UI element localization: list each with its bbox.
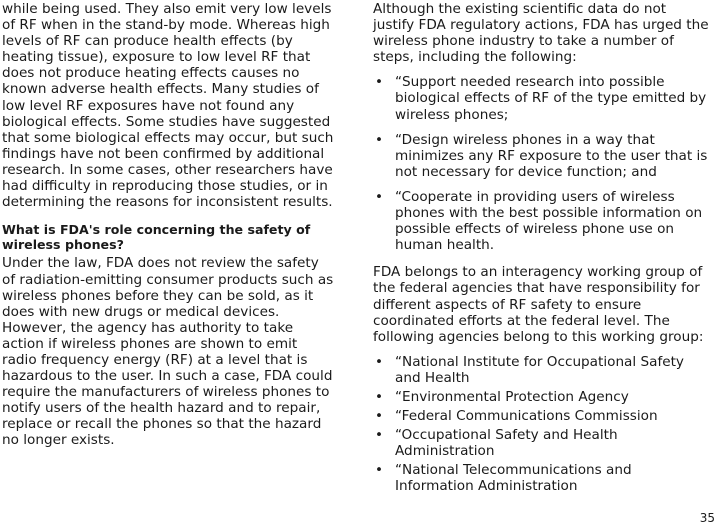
bullet-icon: •: [375, 462, 384, 479]
body-paragraph: Although the existing scientific data do not justify FDA regulatory actions, FDA has urged the wireless phone industry to take a number of steps, including the following:: [373, 1, 709, 66]
agencies-list: [373, 354, 709, 495]
body-paragraph: Under the law, FDA does not review the safety of radiation-emitting consumer products such as wireless phones before they can be sold, as it does with new drugs or medical devices. However, the agency has authority to take action if wireless phones are shown to emit radio frequency energy (RF) at a level that is hazardous to the user. In such a case, FDA could require the manufacturers of wireless phones to notify users of the health hazard and to repair, replace or recall the phones so that the hazard no longer exists.: [2, 255, 334, 449]
list-item-text: “Federal Communications Commission: [395, 408, 658, 425]
bullet-icon: •: [375, 131, 384, 148]
right-column: [373, 0, 709, 498]
list-item-text: “National Institute for Occupational Safety and Health: [395, 353, 684, 386]
bullet-icon: •: [375, 427, 384, 444]
page-number: 35: [699, 511, 715, 525]
list-item: [373, 462, 709, 494]
list-item-text: “Cooperate in providing users of wireless phones with the best possible information on possible effects of wireless phone use on human health.: [395, 188, 703, 254]
industry-steps-list: [373, 74, 709, 253]
list-item: [373, 189, 709, 253]
bullet-icon: •: [375, 74, 384, 91]
list-item-text: “National Telecommunications and Information Administration: [395, 462, 632, 495]
list-item: [373, 408, 709, 424]
list-item-text: “Support needed research into possible biological effects of RF of the type emitted by wireless phones;: [395, 74, 707, 123]
section-heading: What is FDA's role concerning the safety of wireless phones?: [2, 222, 311, 252]
body-paragraph: FDA belongs to an interagency working group of the federal agencies that have responsibility for different aspects of RF safety to ensure coordinated efforts at the federal level. The following agencies belong to this working group:: [373, 264, 704, 345]
body-paragraph: while being used. They also emit very low levels of RF when in the stand-by mode. Whereas high levels of RF can produce health effects (by heating tissue), exposure to low level RF that does not produce heating effects causes no known adverse health effects. Many studies of low level RF exposures have not found any biological effects. Some studies have suggested that some biological effects may occur, but such findings have not been confirmed by additional research. In some cases, other researchers have had difficulty in reproducing those studies, or in determining the reasons for inconsistent results.: [2, 1, 334, 211]
list-item-text: “Design wireless phones in a way that minimizes any RF exposure to the user that is not necessary for device function; and: [395, 131, 708, 180]
list-item: [373, 427, 709, 459]
list-item: [373, 354, 709, 386]
bullet-icon: •: [375, 408, 384, 425]
list-item: [373, 74, 709, 122]
list-item: [373, 389, 709, 405]
bullet-icon: •: [375, 188, 384, 205]
bullet-icon: •: [375, 353, 384, 370]
list-item: [373, 132, 709, 180]
left-column: [2, 0, 335, 449]
list-item-text: “Occupational Safety and Health Administration: [395, 427, 618, 460]
bullet-icon: •: [375, 388, 384, 405]
list-item-text: “Environmental Protection Agency: [395, 388, 629, 405]
